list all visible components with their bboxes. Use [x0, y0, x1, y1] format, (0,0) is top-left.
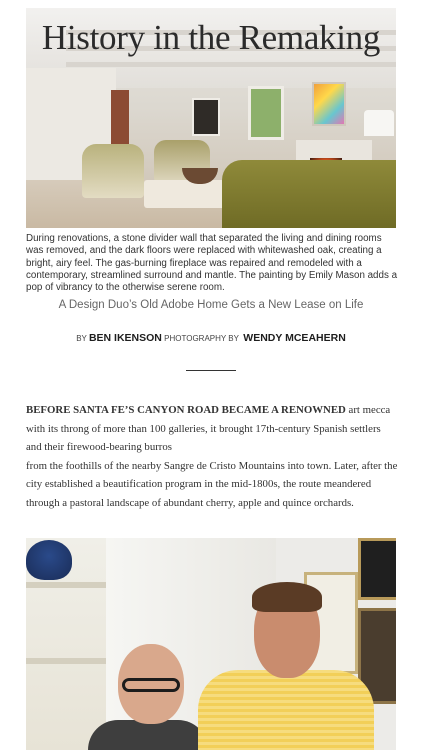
shelf-board [26, 582, 106, 588]
olive-sofa [222, 160, 396, 228]
armchair [82, 144, 144, 198]
framed-art [358, 538, 396, 600]
colorful-painting [312, 82, 346, 126]
byline-by-label: BY [76, 334, 87, 343]
photographer-name: WENDY MCEAHERN [243, 332, 346, 344]
ceiling-beam [66, 62, 396, 67]
photo-caption: During renovations, a stone divider wall that separated the living and dining rooms was removed, and the dark floors were replaced with whitewashed oak, creating a bright, airy feel. The gas-burning fireplace was repaired and remodeled with a contemporary, streamlined surround and mantle. The painting by Emily Mason adds a pop of vibrancy to the otherwise serene room. [26, 233, 398, 294]
article-lead-in: BEFORE SANTA FE’S CANYON ROAD BECAME A RENOWNED [26, 404, 346, 416]
article-text: art mecca with its throng of more than 100 galleries, it brought 17th-century Spanish settlers and their firewood-bearing burros [26, 404, 391, 453]
article-title: History in the Remaking [41, 18, 381, 57]
article-body [26, 401, 398, 512]
wall-painting [192, 98, 220, 136]
person-right-hair [252, 582, 322, 612]
shelf-board [26, 658, 106, 664]
article-subtitle: A Design Duo’s Old Adobe Home Gets a New Lease on Life [58, 299, 364, 311]
person-left [88, 720, 208, 750]
table-lamp [364, 110, 394, 136]
portrait-photo [26, 538, 396, 750]
person-right [198, 670, 374, 750]
blue-vase [26, 540, 72, 580]
author-name: BEN IKENSON [88, 332, 162, 344]
hero-photo [26, 8, 396, 228]
eyeglasses [122, 678, 180, 692]
garden-window [248, 86, 284, 140]
byline-photo-label: PHOTOGRAPHY BY [164, 334, 239, 343]
byline [0, 332, 422, 344]
section-divider [186, 370, 236, 371]
article-text: from the foothills of the nearby Sangre de Cristo Mountains into town. Later, after the city established a beautification program in the mid-1800s, the route meandered through a pastoral landscape of abundant cherry, apple and quince orchards. [26, 459, 398, 509]
